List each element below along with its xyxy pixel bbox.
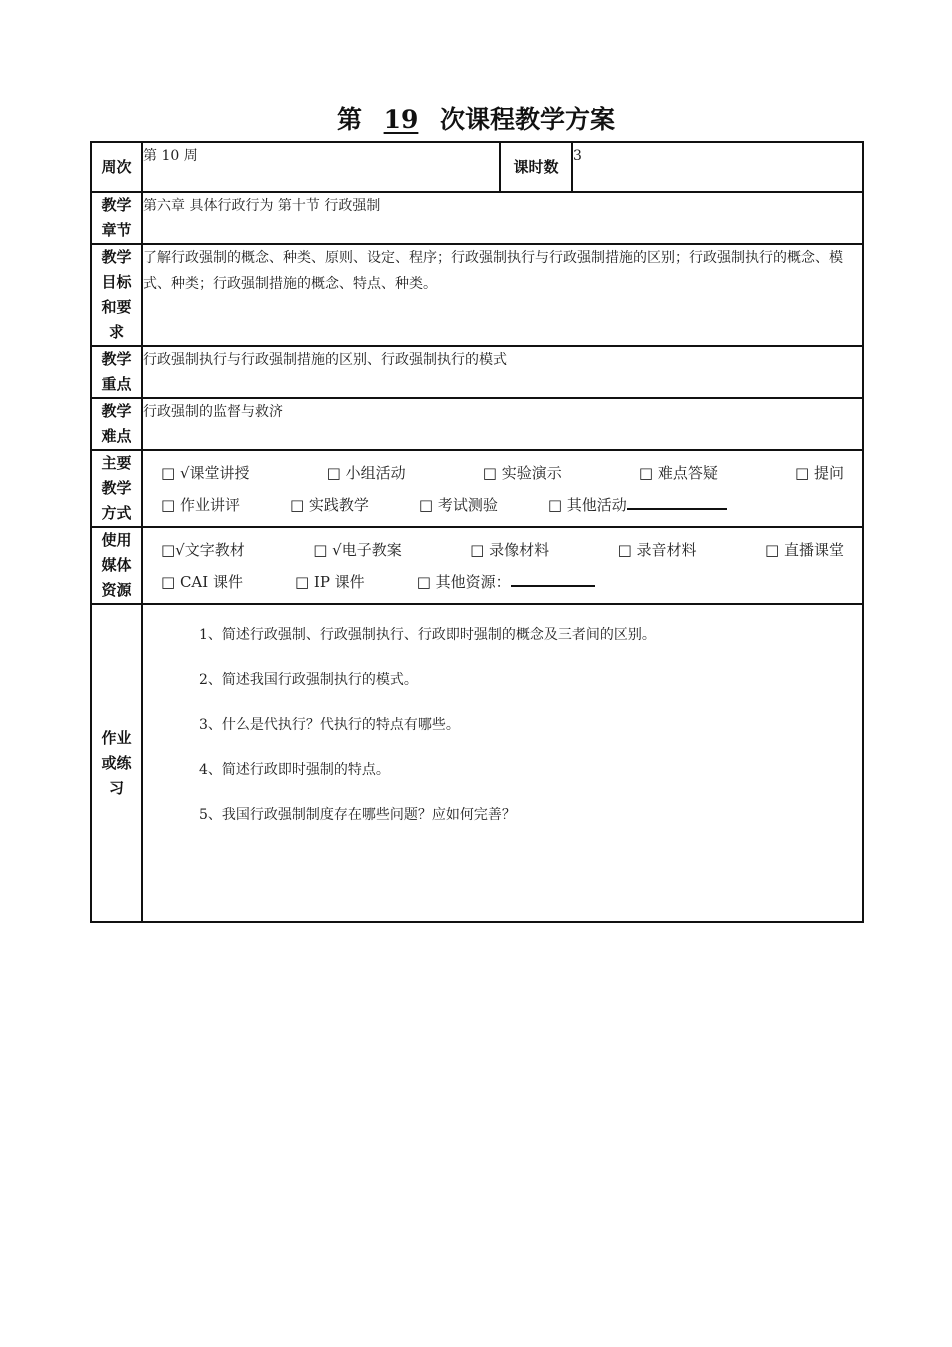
goals-value: 了解行政强制的概念、种类、原则、设定、程序；行政强制执行与行政强制措施的区别；行政强制执行的概念、模式、种类；行政强制措施的概念、特点、种类。 [142, 244, 863, 346]
label-week: 周次 [91, 142, 142, 192]
focus-value: 行政强制执行与行政强制措施的区别、行政强制执行的模式 [142, 346, 863, 398]
homework-item: 3、什么是代执行？代执行的特点有哪些。 [199, 717, 460, 733]
checkbox-questions[interactable]: □ 提问 [795, 463, 844, 482]
label-homework: 作业 或练 习 [91, 604, 142, 922]
title-number: 19 [383, 105, 419, 134]
chapter-value: 第六章 具体行政行为 第十节 行政强制 [142, 192, 863, 244]
title-prefix: 第 [336, 105, 362, 134]
checkbox-ip[interactable]: □ IP 课件 [294, 572, 365, 591]
lesson-plan-table [90, 141, 864, 923]
label-goals: 教学 目标 和要 求 [91, 244, 142, 346]
row-media [91, 527, 863, 604]
row-methods [91, 450, 863, 527]
other-resource-group [417, 566, 595, 598]
media-line-1 [143, 534, 862, 566]
methods-line-1 [143, 457, 862, 489]
row-homework [91, 604, 863, 922]
checkbox-live[interactable]: □ 直播课堂 [765, 540, 844, 559]
row-goals [91, 244, 863, 346]
checkbox-audio[interactable]: □ 录音材料 [617, 540, 697, 559]
other-resource-blank[interactable] [511, 569, 595, 587]
methods-line-2 [143, 489, 862, 521]
checkbox-practice[interactable]: □ 实践教学 [289, 495, 369, 514]
checkbox-exam[interactable]: □ 考试测验 [418, 495, 498, 514]
homework-list [142, 604, 863, 922]
checkbox-group-activity[interactable]: □ 小组活动 [326, 463, 406, 482]
row-difficulty [91, 398, 863, 450]
homework-item: 1、简述行政强制、行政强制执行、行政即时强制的概念及三者间的区别。 [199, 627, 656, 643]
difficulty-value: 行政强制的监督与救济 [142, 398, 863, 450]
methods-options [142, 450, 863, 527]
page-title [0, 100, 952, 136]
week-value: 第 10 周 [142, 142, 500, 192]
checkbox-video[interactable]: □ 录像材料 [470, 540, 550, 559]
checkbox-other-resource[interactable]: □ 其他资源： [416, 572, 511, 591]
checkbox-homework-review[interactable]: □ 作业讲评 [161, 495, 240, 514]
checkbox-experiment[interactable]: □ 实验演示 [482, 463, 562, 482]
label-focus: 教学 重点 [91, 346, 142, 398]
checkbox-text-material[interactable]: □√文字教材 [161, 540, 245, 559]
checkbox-other-activity[interactable]: □ 其他活动 [547, 495, 627, 514]
other-activity-group [548, 489, 727, 521]
checkbox-lecture[interactable]: □ √课堂讲授 [161, 463, 250, 482]
checkbox-cai[interactable]: □ CAI 课件 [161, 572, 243, 591]
checkbox-e-lesson[interactable]: □ √电子教案 [313, 540, 402, 559]
hours-value: 3 [572, 142, 863, 192]
homework-item: 2、简述我国行政强制执行的模式。 [199, 672, 418, 688]
checkbox-qa[interactable]: □ 难点答疑 [638, 463, 718, 482]
row-focus [91, 346, 863, 398]
label-difficulty: 教学 难点 [91, 398, 142, 450]
other-activity-blank[interactable] [627, 492, 727, 510]
media-line-2 [143, 566, 862, 598]
media-options [142, 527, 863, 604]
homework-item: 4、简述行政即时强制的特点。 [199, 762, 390, 778]
label-media: 使用 媒体 资源 [91, 527, 142, 604]
label-methods: 主要 教学 方式 [91, 450, 142, 527]
title-suffix: 次课程教学方案 [440, 105, 616, 134]
row-week [91, 142, 863, 192]
label-chapter: 教学 章节 [91, 192, 142, 244]
homework-item: 5、我国行政强制制度存在哪些问题？应如何完善？ [199, 807, 516, 823]
row-chapter [91, 192, 863, 244]
label-hours: 课时数 [500, 142, 572, 192]
